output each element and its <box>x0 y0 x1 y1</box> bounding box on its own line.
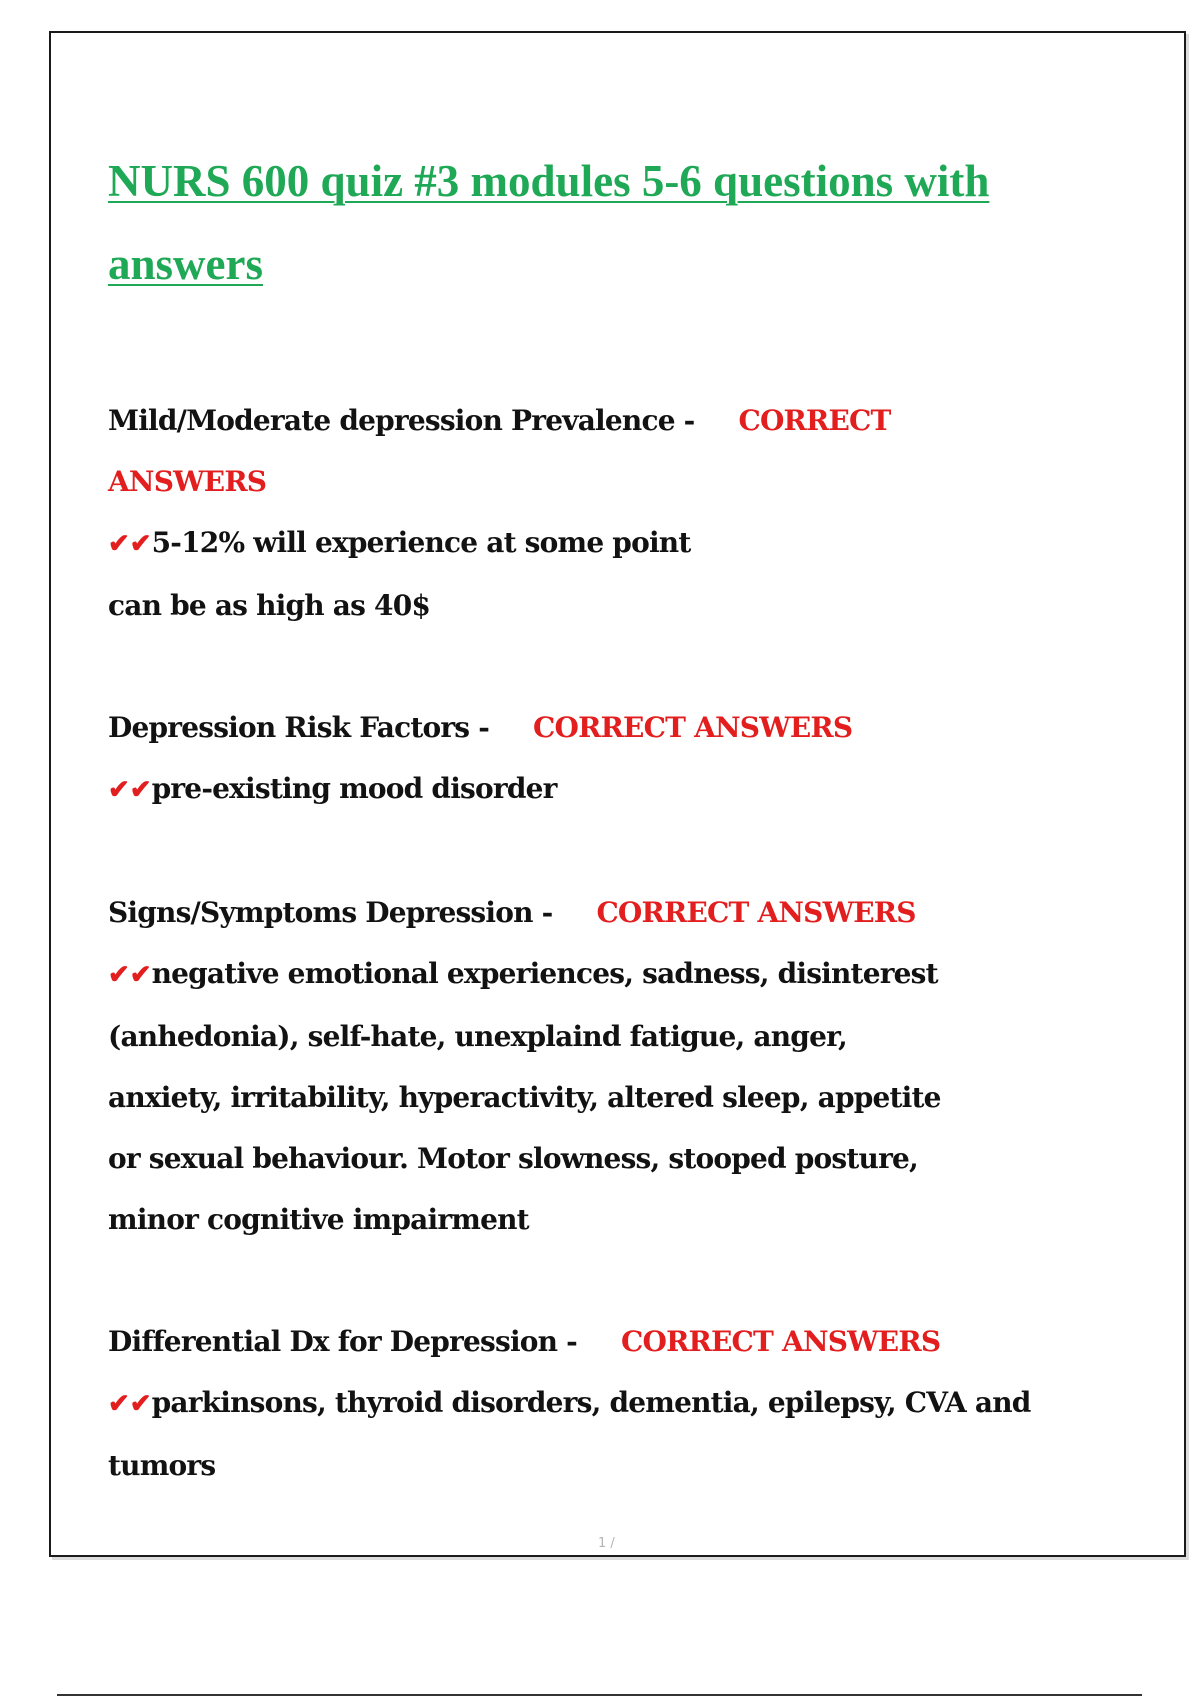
qa-item-prevalence <box>108 390 1038 636</box>
question-text: Differential Dx for Depression - <box>108 1325 577 1358</box>
correct-answers-label: CORRECT ANSWERS <box>108 404 891 498</box>
qa-item-risk-factors <box>108 697 898 821</box>
answer-text: negative emotional experiences, sadness, disinterest (anhedonia), self-hate, unexplaind fatigue, anger, anxiety, irritability, hyperactivity, altered sleep, appetite or sexual behaviour. Motor slowness, stooped posture, minor cognitive impairment <box>108 957 941 1236</box>
page-number: 1 / <box>598 1536 615 1551</box>
correct-answers-label: CORRECT ANSWERS <box>596 896 916 929</box>
double-check-icon: ✔✔ <box>108 775 152 805</box>
correct-answers-label: CORRECT ANSWERS <box>533 711 853 744</box>
answer-text: parkinsons, thyroid disorders, dementia, epilepsy, CVA and tumors <box>108 1386 1031 1482</box>
bottom-divider <box>57 1694 1142 1696</box>
question-text: Depression Risk Factors - <box>108 711 490 744</box>
qa-item-signs-symptoms <box>108 882 958 1250</box>
answer-extra-text: can be as high as 40$ <box>108 589 431 622</box>
document-title: NURS 600 quiz #3 modules 5-6 questions with answers <box>108 156 990 289</box>
question-text: Mild/Moderate depression Prevalence - <box>108 404 695 437</box>
double-check-icon: ✔✔ <box>108 1389 152 1419</box>
double-check-icon: ✔✔ <box>108 960 152 990</box>
double-check-icon: ✔✔ <box>108 529 152 559</box>
correct-answers-label: CORRECT ANSWERS <box>621 1325 941 1358</box>
question-text: Signs/Symptoms Depression - <box>108 896 553 929</box>
qa-item-differential-dx <box>108 1311 1038 1496</box>
answer-text: pre-existing mood disorder <box>151 772 557 805</box>
qa-list <box>108 390 1038 1557</box>
answer-text: 5-12% will experience at some point <box>151 526 691 559</box>
